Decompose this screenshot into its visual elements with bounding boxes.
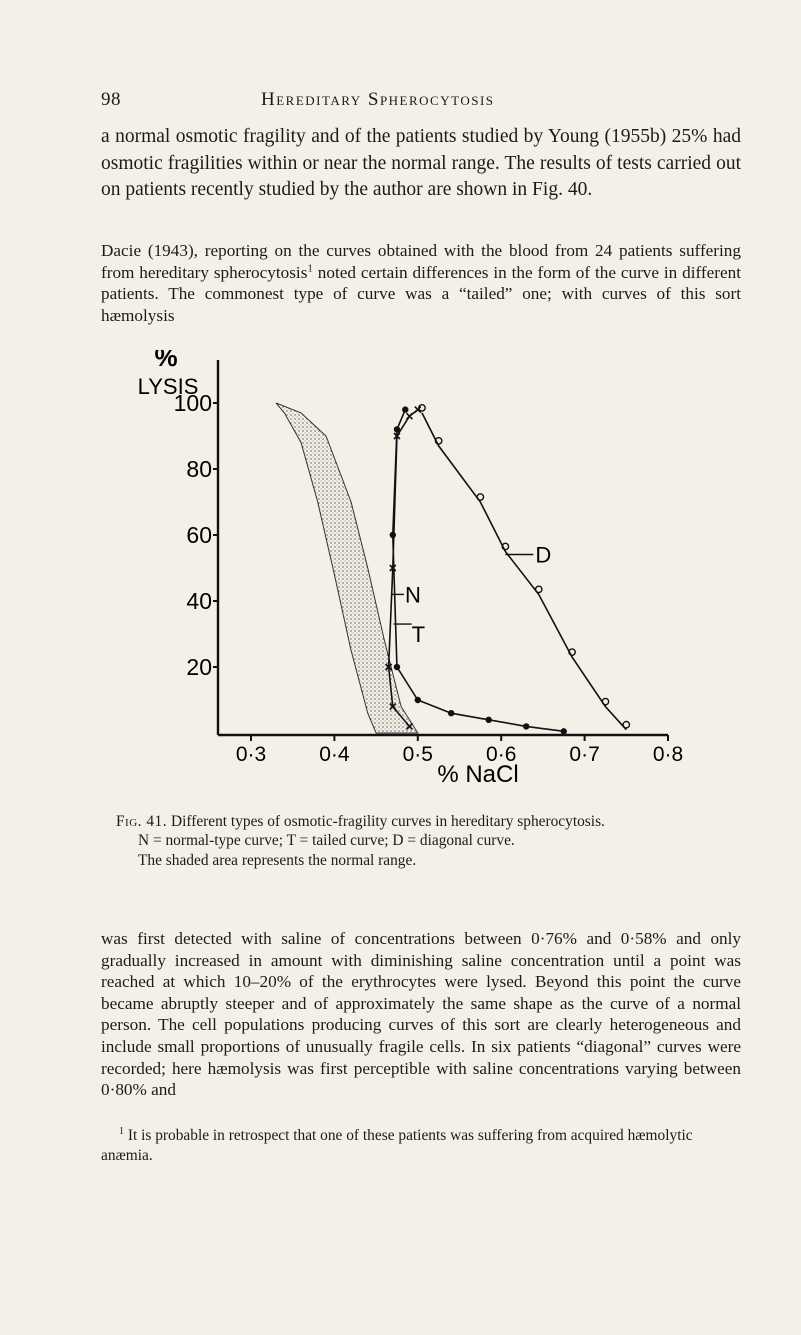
- y-axis-label-lysis: LYSIS: [138, 374, 199, 399]
- curve-d-point-4: [536, 586, 542, 592]
- footnote-ref: 1: [307, 261, 313, 274]
- chart-plot-area: [174, 360, 684, 766]
- y-tick-label-40: 40: [186, 588, 212, 614]
- curve-t-point-3: [394, 664, 400, 670]
- curve-t-point-1: [394, 426, 400, 432]
- y-tick-label-20: 20: [186, 654, 212, 680]
- curve-n-point-1: [406, 413, 412, 419]
- x-tick-label-0: 0·3: [235, 743, 267, 766]
- footnote: [101, 1126, 741, 1165]
- caption-shaded-note: The shaded area represents the normal range.: [138, 851, 417, 869]
- running-title: Hereditary Spherocytosis: [261, 89, 495, 110]
- paragraph-1: a normal osmotic fragility and of the patients studied by Young (1955b) 25% had osmotic fragilities within or near the normal range. The results of tests carried out on patients recently studied by the author are shown in Fig. 40.: [101, 126, 741, 201]
- paragraph-3: was first detected with saline of concentrations between 0·76% and 0·58% and only gradually increased in amount with diminishing saline concentration until a point was reached at which 10–20% of the erythrocytes were lysed. Beyond this point the curve became abruptly steeper and of approximately the same shape as the curve of a normal person. The cell populations producing curves of this sort are clearly heterogeneous and include small proportions of unusually fragile cells. In six patients “diagonal” curves were recorded; here hæmolysis was first perceptible with saline concentrations varying between 0·80% and: [101, 929, 741, 1100]
- caption-fig-label: Fig. 41.: [116, 813, 168, 830]
- curve-label-t: T: [411, 622, 426, 648]
- footnote-marker: 1: [119, 1125, 124, 1137]
- y-tick-label-80: 80: [186, 456, 212, 482]
- figure-caption: [116, 812, 741, 870]
- y-tick-label-100: 100: [173, 390, 212, 416]
- curve-t-point-0: [402, 406, 408, 412]
- page-number: 98: [101, 89, 121, 110]
- y-tick-label-60: 60: [186, 522, 212, 548]
- caption-legend: N = normal-type curve; T = tailed curve; D = diagonal curve.: [138, 832, 515, 850]
- footnote-text: It is probable in retrospect that one of these patients was suffering from acquired hæmolytic anæmia.: [101, 1127, 693, 1164]
- x-tick-label-2: 0·5: [402, 743, 433, 766]
- x-axis-label: % NaCl: [437, 761, 519, 788]
- curve-label-d: D: [535, 542, 552, 568]
- curve-d-point-6: [602, 698, 608, 704]
- curve-t-point-4: [415, 697, 421, 703]
- x-tick-label-4: 0·7: [569, 743, 600, 766]
- caption-title: [116, 812, 741, 831]
- curve-t-point-6: [485, 717, 491, 723]
- paragraph-2-text-a: Dacie (1943), reporting on the curves obtained with the blood from 24 patients suffering from hereditary spherocytosis: [101, 241, 741, 282]
- y-axis-label-percent: %: [154, 350, 178, 372]
- curve-d-point-7: [623, 722, 629, 728]
- paragraph-2-text-b: noted certain differences in the form of the curve in different patients. The commonest type of curve was a “tailed” one; with curves of this sort hæmolysis: [101, 262, 741, 325]
- curve-t: [393, 410, 564, 732]
- paragraph-2: [101, 240, 741, 326]
- curve-d-point-2: [477, 494, 483, 500]
- curve-t-point-8: [561, 728, 567, 734]
- curve-t-point-7: [523, 723, 529, 729]
- caption-text: Different types of osmotic-fragility curves in hereditary spherocytosis.: [167, 813, 605, 830]
- curve-t-point-5: [448, 710, 454, 716]
- osmotic-fragility-figure: [138, 350, 698, 790]
- curve-label-n: N: [404, 582, 421, 608]
- curve-d: [422, 413, 626, 730]
- x-tick-label-1: 0·4: [319, 743, 350, 766]
- osmotic-fragility-chart: [138, 350, 698, 790]
- curve-t-point-2: [390, 532, 396, 538]
- x-tick-label-3: 0·6: [486, 743, 517, 766]
- x-tick-label-5: 0·8: [652, 743, 684, 766]
